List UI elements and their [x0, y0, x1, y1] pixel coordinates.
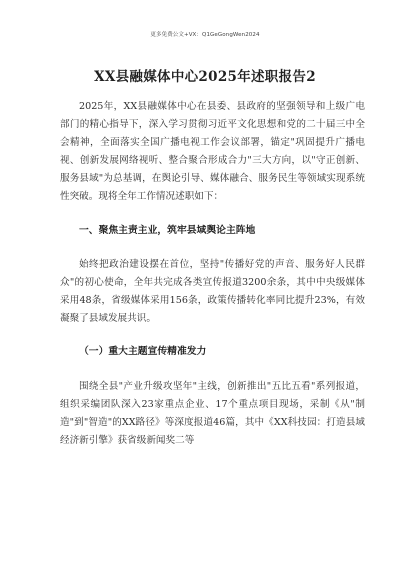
intro-paragraph: 2025年，XX县融媒体中心在县委、县政府的坚强领导和上级广电部门的精心指导下，深入学习贯彻习近平文化思想和党的二十届三中全会精神，全面落实全国广播电视工作会议部署，锚定"巩固提升广播电视、创新发展网络视听、整合聚合形成合力"三大方向，以"守正创新、服务县域"为总基调，在舆论引导、媒体融合、服务民生等领域实现系统性突破。现将全年工作情况述职如下：	[60, 101, 365, 202]
subsection-1-paragraph: 围绕全县"产业升级攻坚年"主线，创新推出"五比五看"系列报道，组织采编团队深入23家重点企业、17个重点项目现场，采制《从"制造"到"智造"的XX路径》等深度报道46篇，其中《XX科技园：打造县域经济新引擎》获省级新闻奖二等	[60, 381, 365, 446]
section-1-heading: 一、聚焦主责主业，筑牢县域舆论主阵地	[79, 225, 256, 236]
document-body	[60, 98, 365, 450]
header-note: 更多免费公文+VX：Q1GeGongWen2024	[150, 32, 260, 38]
document-title: XX县融媒体中心2025年述职报告2	[94, 69, 316, 85]
subsection-1-heading: （一）重大主题宣传精准发力	[79, 346, 207, 357]
section-1-paragraph: 始终把政治建设摆在首位，坚持"传播好党的声音、服务好人民群众"的初心使命，全年共完成各类宣传报道3200余条，其中中央级媒体采用48条，省级媒体采用156条，政策传播转化率同比提升23%，有效凝聚了县域发展共识。	[60, 259, 365, 324]
